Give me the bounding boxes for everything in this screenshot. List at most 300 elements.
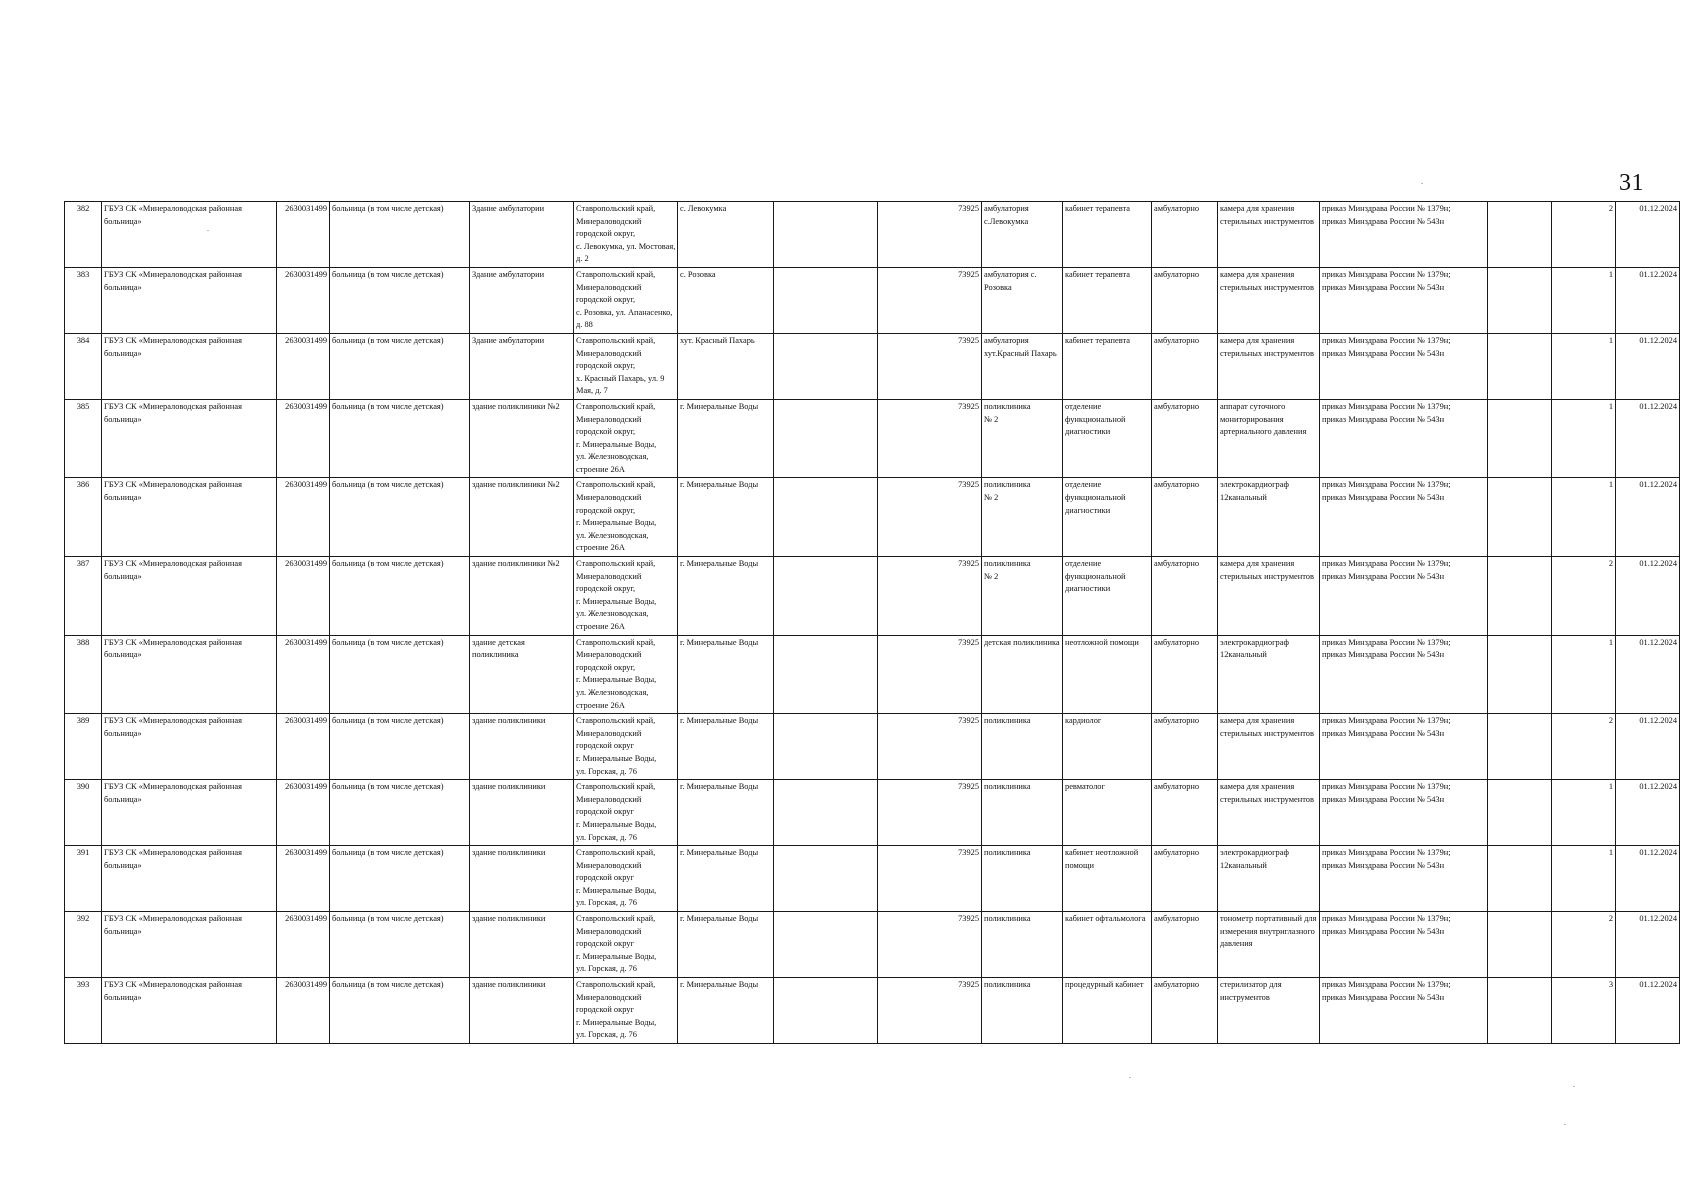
cell-line: строение 26А [576, 700, 625, 710]
cell-line: помощи [1065, 860, 1094, 870]
cell-address [574, 635, 678, 714]
cell-regulation [1320, 399, 1488, 478]
scan-speck [1573, 1086, 1575, 1087]
cell-care-mode: амбулаторно [1152, 557, 1218, 636]
cell-empty [1488, 846, 1552, 912]
cell-line: приказ Минздрава России № 543н [1322, 650, 1445, 660]
cell-date: 01.12.2024 [1616, 399, 1680, 478]
table-row [65, 399, 1680, 478]
table-row [65, 478, 1680, 557]
cell-inn: 2630031499 [277, 714, 330, 780]
cell-quantity: 1 [1552, 846, 1616, 912]
cell-line: Мая, д. 7 [576, 386, 608, 396]
cell-equipment [1218, 333, 1320, 399]
cell-line: х. Красный Пахарь, ул. 9 [576, 373, 665, 383]
cell-line: Ставропольский край, [576, 480, 656, 490]
cell-subdivision [982, 780, 1063, 846]
cell-line: г. Минеральные Воды, [576, 518, 657, 528]
cell-line: ГБУЗ СК «Минераловодская районная [104, 559, 242, 569]
cell-line: аппарат суточного [1220, 401, 1286, 411]
cell-line: Ставропольский край, [576, 637, 656, 647]
cell-line: ул. Железноводская, [576, 530, 649, 540]
cell-line: г. Минеральные Воды, [576, 596, 657, 606]
cell-line: амбулатория с. [984, 269, 1037, 279]
cell-line: приказ Минздрава России № 543н [1322, 860, 1445, 870]
cell-quantity: 1 [1552, 780, 1616, 846]
cell-line: кардиолог [1065, 716, 1102, 726]
cell-line: кабинет неотложной [1065, 848, 1139, 858]
cell-date: 01.12.2024 [1616, 478, 1680, 557]
cell-organization [102, 714, 277, 780]
cell-line: электрокардиограф [1220, 848, 1289, 858]
cell-line: ГБУЗ СК «Минераловодская районная [104, 980, 242, 990]
cell-address [574, 978, 678, 1044]
cell-department [1063, 635, 1152, 714]
cell-line: поликлиника [984, 401, 1031, 411]
cell-empty [774, 557, 878, 636]
cell-line: инструментов [1220, 992, 1270, 1002]
cell-line: Здание амбулатории [472, 204, 545, 213]
cell-equipment [1218, 714, 1320, 780]
cell-date: 01.12.2024 [1616, 267, 1680, 333]
cell-quantity: 1 [1552, 399, 1616, 478]
table-row [65, 978, 1680, 1044]
cell-empty [1488, 978, 1552, 1044]
cell-settlement [678, 333, 774, 399]
cell-line: Минераловодский [576, 414, 642, 424]
cell-line: амбулатория [984, 335, 1029, 345]
cell-code: 73925 [878, 780, 982, 846]
cell-institution-type: больница (в том числе детская) [330, 267, 470, 333]
cell-quantity: 2 [1552, 557, 1616, 636]
cell-line: стерильных инструментов [1220, 794, 1314, 804]
cell-number: 385 [65, 399, 102, 478]
cell-code: 73925 [878, 846, 982, 912]
cell-code: 73925 [878, 399, 982, 478]
cell-inn: 2630031499 [277, 557, 330, 636]
cell-line: г. Минеральные Воды [680, 914, 759, 924]
scan-speck [1129, 1077, 1131, 1078]
cell-line: больница» [104, 414, 142, 424]
cell-empty [774, 978, 878, 1044]
cell-line: стерильных инструментов [1220, 216, 1314, 226]
cell-department [1063, 202, 1152, 268]
cell-date: 01.12.2024 [1616, 714, 1680, 780]
cell-organization [102, 978, 277, 1044]
cell-line: Розовка [984, 282, 1012, 292]
cell-line: отделение [1065, 559, 1102, 569]
cell-building [470, 267, 574, 333]
cell-subdivision [982, 635, 1063, 714]
cell-line: поликлиника [984, 480, 1031, 490]
cell-number: 382 [65, 202, 102, 268]
cell-line: стерильных инструментов [1220, 571, 1314, 581]
cell-line: г. Минеральные Воды [680, 637, 759, 647]
cell-address [574, 333, 678, 399]
cell-address [574, 912, 678, 978]
cell-department [1063, 780, 1152, 846]
cell-line: Минераловодский [576, 493, 642, 503]
cell-subdivision [982, 978, 1063, 1044]
cell-line: городской округ [576, 873, 634, 883]
cell-date: 01.12.2024 [1616, 557, 1680, 636]
cell-organization [102, 557, 277, 636]
cell-organization [102, 333, 277, 399]
cell-code: 73925 [878, 912, 982, 978]
cell-line: городской округ, [576, 361, 636, 371]
cell-regulation [1320, 714, 1488, 780]
cell-line: г. Минеральные Воды [680, 559, 759, 569]
cell-line: ревматолог [1065, 782, 1105, 792]
cell-empty [1488, 333, 1552, 399]
cell-institution-type: больница (в том числе детская) [330, 635, 470, 714]
cell-line: здание поликлиники [472, 716, 546, 726]
cell-building [470, 557, 574, 636]
cell-inn: 2630031499 [277, 846, 330, 912]
cell-empty [774, 714, 878, 780]
cell-date: 01.12.2024 [1616, 333, 1680, 399]
cell-equipment [1218, 202, 1320, 268]
cell-line: строение 26А [576, 464, 625, 474]
cell-line: ГБУЗ СК «Минераловодская районная [104, 204, 242, 213]
cell-department [1063, 978, 1152, 1044]
cell-line: с.Левокумка [984, 216, 1029, 226]
cell-institution-type: больница (в том числе детская) [330, 846, 470, 912]
cell-number: 390 [65, 780, 102, 846]
cell-line: Минераловодский [576, 571, 642, 581]
cell-line: поликлиника [984, 848, 1031, 858]
cell-regulation [1320, 333, 1488, 399]
cell-line: диагностики [1065, 427, 1111, 437]
scan-speck [1421, 183, 1423, 184]
cell-date: 01.12.2024 [1616, 202, 1680, 268]
cell-line: ГБУЗ СК «Минераловодская районная [104, 269, 242, 279]
cell-department [1063, 714, 1152, 780]
cell-line: Минераловодский [576, 860, 642, 870]
cell-line: стерильных инструментов [1220, 282, 1314, 292]
cell-address [574, 267, 678, 333]
cell-line: ГБУЗ СК «Минераловодская районная [104, 914, 242, 924]
cell-line: Ставропольский край, [576, 848, 656, 858]
cell-line: кабинет терапевта [1065, 335, 1130, 345]
cell-line: приказ Минздрава России № 1379н; [1322, 782, 1451, 792]
cell-line: городской округ [576, 1005, 634, 1015]
cell-care-mode: амбулаторно [1152, 978, 1218, 1044]
cell-line: городской округ [576, 939, 634, 949]
cell-line: городской округ [576, 807, 634, 817]
cell-date: 01.12.2024 [1616, 635, 1680, 714]
cell-empty [774, 635, 878, 714]
cell-equipment [1218, 846, 1320, 912]
cell-subdivision [982, 714, 1063, 780]
equipment-registry-table [64, 201, 1680, 1044]
cell-line: стерильных инструментов [1220, 728, 1314, 738]
cell-line: городской округ, [576, 584, 636, 594]
cell-inn: 2630031499 [277, 912, 330, 978]
cell-line: функциональной [1065, 414, 1126, 424]
cell-line: приказ Минздрава России № 1379н; [1322, 848, 1451, 858]
cell-line: Ставропольский край, [576, 980, 656, 990]
cell-settlement [678, 978, 774, 1044]
cell-building [470, 333, 574, 399]
cell-line: с. Левокумка [680, 204, 727, 213]
cell-address [574, 714, 678, 780]
cell-building [470, 912, 574, 978]
cell-line: камера для хранения [1220, 269, 1295, 279]
cell-care-mode: амбулаторно [1152, 846, 1218, 912]
cell-empty [1488, 202, 1552, 268]
cell-line: стерильных инструментов [1220, 348, 1314, 358]
table-row [65, 714, 1680, 780]
cell-line: ГБУЗ СК «Минераловодская районная [104, 637, 242, 647]
cell-line: диагностики [1065, 584, 1111, 594]
cell-number: 393 [65, 978, 102, 1044]
cell-line: с. Розовка, ул. Апанасенко, [576, 307, 673, 317]
cell-line: приказ Минздрава России № 1379н; [1322, 914, 1451, 924]
cell-line: Минераловодский [576, 650, 642, 660]
cell-line: Минераловодский [576, 216, 642, 226]
cell-institution-type: больница (в том числе детская) [330, 714, 470, 780]
cell-empty [1488, 714, 1552, 780]
cell-regulation [1320, 202, 1488, 268]
cell-date: 01.12.2024 [1616, 912, 1680, 978]
cell-line: давления [1220, 939, 1253, 949]
cell-institution-type: больница (в том числе детская) [330, 202, 470, 268]
cell-care-mode: амбулаторно [1152, 478, 1218, 557]
cell-equipment [1218, 635, 1320, 714]
cell-code: 73925 [878, 635, 982, 714]
cell-line: городской округ, [576, 229, 636, 239]
cell-line: Ставропольский край, [576, 204, 656, 213]
cell-line: процедурный кабинет [1065, 980, 1144, 990]
cell-subdivision [982, 333, 1063, 399]
cell-subdivision [982, 846, 1063, 912]
cell-line: больница» [104, 650, 142, 660]
cell-line: поликлиника [984, 559, 1031, 569]
cell-line: Ставропольский край, [576, 716, 656, 726]
cell-line: приказ Минздрава России № 1379н; [1322, 401, 1451, 411]
cell-institution-type: больница (в том числе детская) [330, 978, 470, 1044]
cell-line: приказ Минздрава России № 543н [1322, 216, 1445, 226]
cell-line: амбулатория [984, 204, 1029, 213]
table-row [65, 912, 1680, 978]
cell-line: с. Розовка [680, 269, 716, 279]
cell-number: 389 [65, 714, 102, 780]
cell-care-mode: амбулаторно [1152, 912, 1218, 978]
cell-line: 12канальный [1220, 860, 1267, 870]
cell-line: электрокардиограф [1220, 637, 1289, 647]
cell-organization [102, 780, 277, 846]
cell-line: приказ Минздрава России № 543н [1322, 348, 1445, 358]
cell-line: г. Минеральные Воды, [576, 819, 657, 829]
cell-department [1063, 267, 1152, 333]
cell-line: приказ Минздрава России № 1379н; [1322, 269, 1451, 279]
cell-line: отделение [1065, 401, 1102, 411]
cell-line: г. Минеральные Воды [680, 782, 759, 792]
cell-line: здание поликлиники №2 [472, 480, 560, 490]
cell-address [574, 846, 678, 912]
cell-date: 01.12.2024 [1616, 780, 1680, 846]
cell-line: приказ Минздрава России № 1379н; [1322, 335, 1451, 345]
cell-regulation [1320, 780, 1488, 846]
cell-building [470, 714, 574, 780]
cell-code: 73925 [878, 978, 982, 1044]
cell-line: здание поликлиники [472, 980, 546, 990]
cell-building [470, 780, 574, 846]
cell-empty [774, 267, 878, 333]
table-row [65, 267, 1680, 333]
cell-line: Ставропольский край, [576, 335, 656, 345]
cell-line: больница» [104, 794, 142, 804]
cell-code: 73925 [878, 478, 982, 557]
cell-line: г. Минеральные Воды, [576, 1017, 657, 1027]
cell-line: больница» [104, 860, 142, 870]
page-number: 31 [1619, 170, 1644, 196]
cell-line: 12канальный [1220, 493, 1267, 503]
cell-line: здание поликлиники [472, 848, 546, 858]
cell-line: г. Минеральные Воды, [576, 885, 657, 895]
cell-line: ул. Горская, д. 76 [576, 964, 637, 974]
cell-line: Минераловодский [576, 992, 642, 1002]
cell-line: камера для хранения [1220, 559, 1295, 569]
cell-settlement [678, 557, 774, 636]
cell-quantity: 2 [1552, 202, 1616, 268]
cell-line: функциональной [1065, 571, 1126, 581]
cell-number: 384 [65, 333, 102, 399]
cell-code: 73925 [878, 714, 982, 780]
cell-quantity: 2 [1552, 912, 1616, 978]
cell-line: Здание амбулатории [472, 335, 545, 345]
cell-equipment [1218, 478, 1320, 557]
cell-regulation [1320, 978, 1488, 1044]
cell-line: приказ Минздрава России № 543н [1322, 992, 1445, 1002]
cell-settlement [678, 846, 774, 912]
cell-institution-type: больница (в том числе детская) [330, 780, 470, 846]
cell-regulation [1320, 267, 1488, 333]
table-row [65, 333, 1680, 399]
cell-regulation [1320, 478, 1488, 557]
cell-code: 73925 [878, 557, 982, 636]
cell-line: д. 2 [576, 254, 589, 264]
cell-line: приказ Минздрава России № 1379н; [1322, 716, 1451, 726]
cell-line: больница» [104, 348, 142, 358]
cell-line: приказ Минздрава России № 543н [1322, 282, 1445, 292]
cell-line: с. Левокумка, ул. Мостовая, [576, 241, 676, 251]
cell-line: приказ Минздрава России № 543н [1322, 414, 1445, 424]
cell-line: детская поликлиника [984, 637, 1060, 647]
cell-regulation [1320, 912, 1488, 978]
cell-line: поликлиника [984, 782, 1031, 792]
cell-address [574, 202, 678, 268]
cell-line: ул. Горская, д. 76 [576, 766, 637, 776]
cell-empty [1488, 557, 1552, 636]
cell-address [574, 557, 678, 636]
cell-care-mode: амбулаторно [1152, 714, 1218, 780]
cell-department [1063, 557, 1152, 636]
cell-line: больница» [104, 282, 142, 292]
cell-inn: 2630031499 [277, 202, 330, 268]
cell-line: городской округ, [576, 662, 636, 672]
cell-subdivision [982, 557, 1063, 636]
cell-line: здание поликлиники №2 [472, 401, 560, 411]
cell-subdivision [982, 399, 1063, 478]
cell-line: приказ Минздрава России № 1379н; [1322, 480, 1451, 490]
cell-equipment [1218, 557, 1320, 636]
cell-inn: 2630031499 [277, 635, 330, 714]
cell-line: Ставропольский край, [576, 559, 656, 569]
cell-empty [1488, 478, 1552, 557]
cell-equipment [1218, 267, 1320, 333]
cell-settlement [678, 912, 774, 978]
cell-line: камера для хранения [1220, 782, 1295, 792]
scan-speck [1564, 1124, 1566, 1125]
cell-care-mode: амбулаторно [1152, 780, 1218, 846]
cell-subdivision [982, 912, 1063, 978]
cell-line: г. Минеральные Воды [680, 716, 759, 726]
cell-line: № 2 [984, 493, 999, 503]
cell-quantity: 2 [1552, 714, 1616, 780]
cell-code: 73925 [878, 333, 982, 399]
cell-quantity: 1 [1552, 635, 1616, 714]
cell-line: больница» [104, 926, 142, 936]
cell-care-mode: амбулаторно [1152, 399, 1218, 478]
cell-department [1063, 912, 1152, 978]
cell-line: приказ Минздрава России № 543н [1322, 493, 1445, 503]
cell-number: 392 [65, 912, 102, 978]
cell-empty [1488, 780, 1552, 846]
cell-care-mode: амбулаторно [1152, 333, 1218, 399]
cell-empty [774, 399, 878, 478]
cell-line: ГБУЗ СК «Минераловодская районная [104, 335, 242, 345]
cell-line: приказ Минздрава России № 1379н; [1322, 204, 1451, 213]
cell-line: Здание амбулатории [472, 269, 545, 279]
cell-line: хут. Красный Пахарь [680, 335, 755, 345]
cell-empty [774, 202, 878, 268]
cell-inn: 2630031499 [277, 780, 330, 846]
cell-code: 73925 [878, 267, 982, 333]
cell-empty [774, 478, 878, 557]
cell-line: Ставропольский край, [576, 401, 656, 411]
cell-building [470, 202, 574, 268]
cell-line: ГБУЗ СК «Минераловодская районная [104, 480, 242, 490]
cell-line: ГБУЗ СК «Минераловодская районная [104, 782, 242, 792]
cell-inn: 2630031499 [277, 399, 330, 478]
cell-line: городской округ, [576, 505, 636, 515]
cell-building [470, 846, 574, 912]
cell-care-mode: амбулаторно [1152, 635, 1218, 714]
cell-line: г. Минеральные Воды [680, 980, 759, 990]
cell-line: здание поликлиники №2 [472, 559, 560, 569]
cell-empty [774, 780, 878, 846]
cell-line: Минераловодский [576, 728, 642, 738]
cell-empty [774, 333, 878, 399]
cell-line: ГБУЗ СК «Минераловодская районная [104, 848, 242, 858]
cell-building [470, 978, 574, 1044]
cell-line: кабинет терапевта [1065, 204, 1130, 213]
cell-line: № 2 [984, 414, 999, 424]
cell-equipment [1218, 978, 1320, 1044]
cell-line: Минераловодский [576, 794, 642, 804]
cell-line: Ставропольский край, [576, 782, 656, 792]
cell-line: городской округ, [576, 427, 636, 437]
cell-line: поликлиника [984, 914, 1031, 924]
cell-settlement [678, 635, 774, 714]
cell-line: электрокардиограф [1220, 480, 1289, 490]
cell-line: хут.Красный Пахарь [984, 348, 1057, 358]
cell-institution-type: больница (в том числе детская) [330, 478, 470, 557]
cell-line: Минераловодский [576, 282, 642, 292]
cell-settlement [678, 202, 774, 268]
